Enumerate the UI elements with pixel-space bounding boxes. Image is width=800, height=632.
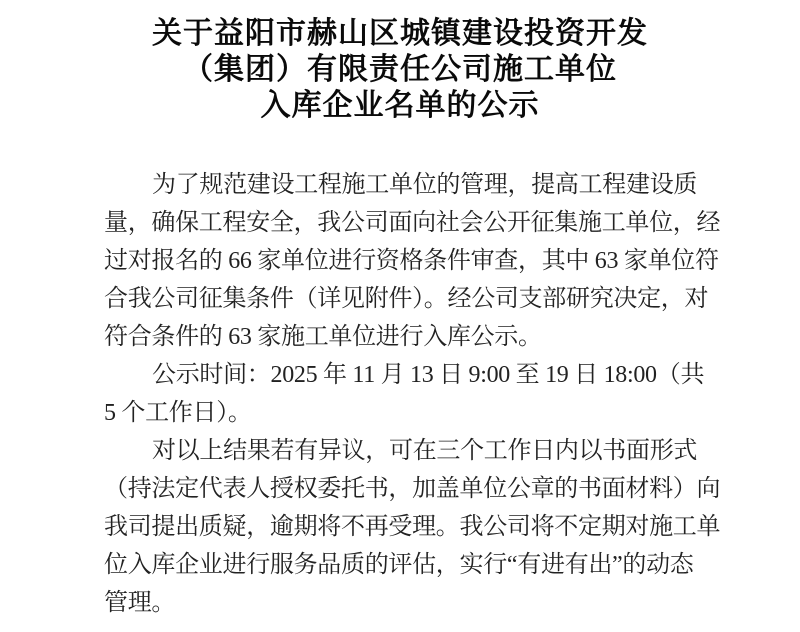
- document-body: [104, 166, 724, 622]
- title-line-1: 关于益阳市赫山区城镇建设投资开发: [152, 17, 648, 50]
- paragraph-line: 为了规范建设工程施工单位的管理，提高工程建设质: [152, 172, 698, 198]
- paragraph-line: （持法定代表人授权委托书，加盖单位公章的书面材料）向: [104, 476, 721, 502]
- paragraph-line: 5 个工作日）。: [104, 400, 252, 426]
- paragraph-1: [104, 166, 724, 356]
- paragraph-line: 位入库企业进行服务品质的评估，实行“有进有出”的动态: [104, 552, 694, 578]
- paragraph-line: 公示时间：2025 年 11 月 13 日 9:00 至 19 日 18:00（共: [152, 362, 705, 388]
- announcement-document: [0, 16, 800, 632]
- title-line-2: （集团）有限责任公司施工单位: [183, 53, 617, 86]
- paragraph-line: 合我公司征集条件（详见附件）。经公司支部研究决定，对: [104, 286, 709, 312]
- paragraph-3: [104, 432, 724, 622]
- title-line-3: 入库企业名单的公示: [260, 89, 540, 122]
- paragraph-2: [104, 356, 724, 432]
- paragraph-line: 符合条件的 63 家施工单位进行入库公示。: [104, 324, 542, 350]
- document-title: [0, 16, 800, 124]
- paragraph-line: 我司提出质疑，逾期将不再受理。我公司将不定期对施工单: [104, 514, 721, 540]
- paragraph-line: 对以上结果若有异议，可在三个工作日内以书面形式: [152, 438, 698, 464]
- paragraph-line: 量，确保工程安全，我公司面向社会公开征集施工单位，经: [104, 210, 721, 236]
- paragraph-line: 管理。: [104, 590, 176, 616]
- paragraph-line: 过对报名的 66 家单位进行资格条件审查，其中 63 家单位符: [104, 248, 719, 274]
